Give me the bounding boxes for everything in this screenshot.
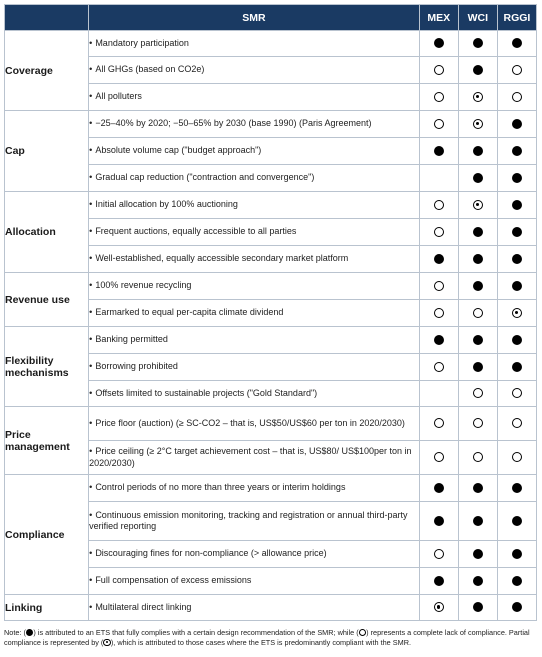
filled-circle-icon <box>512 173 522 183</box>
filled-circle-icon <box>434 483 444 493</box>
criterion-text: Borrowing prohibited <box>95 361 178 372</box>
dotted-circle-icon <box>473 92 483 102</box>
empty-circle-icon <box>434 92 444 102</box>
mark-cell-mex <box>419 441 458 475</box>
criterion-text: Frequent auctions, equally accessible to all parties <box>95 226 297 237</box>
criterion-text: All polluters <box>95 91 142 102</box>
mark-cell-wci <box>458 354 497 381</box>
filled-circle-icon <box>512 200 522 210</box>
category-label: Compliance <box>5 475 89 595</box>
bullet-icon: • <box>89 64 93 75</box>
mark-cell-rggi <box>497 273 536 300</box>
criterion-cell <box>89 165 420 192</box>
filled-circle-icon <box>512 119 522 129</box>
filled-circle-icon <box>512 549 522 559</box>
mark-cell-rggi <box>497 502 536 541</box>
mark-cell-wci <box>458 246 497 273</box>
header-wci: WCI <box>458 5 497 31</box>
filled-circle-icon <box>473 254 483 264</box>
bullet-icon: • <box>89 199 93 210</box>
criterion-text: Discouraging fines for non-compliance (> allowance price) <box>95 548 327 559</box>
bullet-icon: • <box>89 548 93 559</box>
mark-cell-mex <box>419 595 458 621</box>
criterion-cell <box>89 57 420 84</box>
empty-circle-icon <box>512 92 522 102</box>
mark-cell-wci <box>458 595 497 621</box>
dotted-circle-icon <box>103 639 111 647</box>
bullet-icon: • <box>89 601 93 612</box>
criterion-text: Price floor (auction) (≥ SC-CO2 – that is, US$50/US$60 per ton in 2020/2030) <box>95 417 405 428</box>
header-smr: SMR <box>89 5 420 31</box>
header-corner <box>5 5 89 31</box>
filled-circle-icon <box>473 549 483 559</box>
filled-circle-icon <box>473 335 483 345</box>
criterion-text: Earmarked to equal per-capita climate dividend <box>95 307 284 318</box>
criterion-cell <box>89 246 420 273</box>
empty-circle-icon <box>434 549 444 559</box>
table-row <box>5 273 537 300</box>
filled-circle-icon <box>512 516 522 526</box>
empty-circle-icon <box>512 388 522 398</box>
filled-circle-icon <box>512 335 522 345</box>
table-header-row <box>5 5 537 31</box>
empty-circle-icon <box>473 418 483 428</box>
criterion-cell <box>89 111 420 138</box>
dotted-circle-icon <box>512 308 522 318</box>
filled-circle-icon <box>512 38 522 48</box>
filled-circle-icon <box>512 602 522 612</box>
filled-circle-icon <box>473 65 483 75</box>
criterion-text: Banking permitted <box>95 334 168 345</box>
empty-circle-icon <box>473 388 483 398</box>
bullet-icon: • <box>89 118 93 129</box>
empty-circle-icon <box>434 281 444 291</box>
mark-cell-wci <box>458 192 497 219</box>
dotted-circle-icon <box>473 119 483 129</box>
filled-circle-icon <box>473 173 483 183</box>
mark-cell-wci <box>458 441 497 475</box>
criterion-text: Gradual cap reduction ("contraction and convergence") <box>95 172 315 183</box>
filled-circle-icon <box>434 254 444 264</box>
criterion-text: Offsets limited to sustainable projects ("Gold Standard") <box>95 387 318 398</box>
mark-cell-wci <box>458 138 497 165</box>
table-row <box>5 192 537 219</box>
mark-cell-rggi <box>497 165 536 192</box>
mark-cell-rggi <box>497 219 536 246</box>
header-mex: MEX <box>419 5 458 31</box>
mark-cell-wci <box>458 31 497 57</box>
mark-cell-rggi <box>497 407 536 441</box>
filled-circle-icon <box>434 146 444 156</box>
mark-cell-wci <box>458 407 497 441</box>
bullet-icon: • <box>89 482 93 493</box>
empty-circle-icon <box>512 452 522 462</box>
criterion-cell <box>89 273 420 300</box>
bullet-icon: • <box>89 253 93 264</box>
criterion-cell <box>89 31 420 57</box>
mark-cell-rggi <box>497 541 536 568</box>
criterion-cell <box>89 354 420 381</box>
mark-cell-mex <box>419 84 458 111</box>
mark-cell-wci <box>458 327 497 354</box>
bullet-icon: • <box>89 361 93 372</box>
mark-cell-mex <box>419 354 458 381</box>
filled-circle-icon <box>473 281 483 291</box>
table-note <box>4 628 538 648</box>
criterion-text: Full compensation of excess emissions <box>95 575 252 586</box>
empty-circle-icon <box>512 418 522 428</box>
table-row <box>5 31 537 57</box>
criterion-text: Absolute volume cap ("budget approach") <box>95 145 262 156</box>
mark-cell-wci <box>458 381 497 407</box>
category-label: Price management <box>5 407 89 475</box>
note-part2: ) represents a complete lack of compliance. Partial compliance is represented by ( <box>4 628 530 647</box>
filled-circle-icon <box>473 227 483 237</box>
mark-cell-wci <box>458 541 497 568</box>
table-row <box>5 407 537 441</box>
criterion-cell <box>89 300 420 327</box>
mark-cell-mex <box>419 111 458 138</box>
criterion-text: Multilateral direct linking <box>95 601 192 612</box>
bullet-icon: • <box>89 307 93 318</box>
criterion-text: Well-established, equally accessible secondary market platform <box>95 253 349 264</box>
filled-circle-icon <box>473 362 483 372</box>
mark-cell-wci <box>458 84 497 111</box>
empty-circle-icon <box>473 308 483 318</box>
filled-circle-icon <box>512 146 522 156</box>
category-label: Linking <box>5 595 89 621</box>
bullet-icon: • <box>89 37 93 48</box>
criterion-cell <box>89 327 420 354</box>
mark-cell-wci <box>458 475 497 502</box>
mark-cell-mex <box>419 381 458 407</box>
filled-circle-icon <box>512 576 522 586</box>
bullet-icon: • <box>89 417 93 428</box>
filled-circle-icon <box>512 483 522 493</box>
criterion-cell <box>89 502 420 541</box>
criterion-cell <box>89 138 420 165</box>
filled-circle-icon <box>512 227 522 237</box>
bullet-icon: • <box>89 226 93 237</box>
mark-cell-rggi <box>497 111 536 138</box>
bullet-icon: • <box>89 387 93 398</box>
mark-cell-mex <box>419 300 458 327</box>
bullet-icon: • <box>89 575 93 586</box>
criterion-cell <box>89 441 420 475</box>
criterion-cell <box>89 84 420 111</box>
filled-circle-icon <box>473 516 483 526</box>
mark-cell-rggi <box>497 84 536 111</box>
filled-circle-icon <box>512 254 522 264</box>
filled-circle-icon <box>473 602 483 612</box>
table-row <box>5 595 537 621</box>
mark-cell-wci <box>458 219 497 246</box>
mark-cell-mex <box>419 327 458 354</box>
bullet-icon: • <box>89 280 93 291</box>
mark-cell-rggi <box>497 568 536 595</box>
empty-circle-icon <box>434 308 444 318</box>
mark-cell-wci <box>458 502 497 541</box>
mark-cell-rggi <box>497 354 536 381</box>
table-row <box>5 475 537 502</box>
criterion-cell <box>89 381 420 407</box>
filled-circle-icon <box>473 146 483 156</box>
mark-cell-mex <box>419 192 458 219</box>
empty-circle-icon <box>434 362 444 372</box>
mark-cell-rggi <box>497 246 536 273</box>
mark-cell-rggi <box>497 138 536 165</box>
criterion-text: 100% revenue recycling <box>95 280 192 291</box>
filled-circle-icon <box>434 516 444 526</box>
criterion-cell <box>89 568 420 595</box>
empty-circle-icon <box>434 452 444 462</box>
filled-circle-icon <box>512 362 522 372</box>
mark-cell-rggi <box>497 31 536 57</box>
mark-cell-rggi <box>497 300 536 327</box>
filled-circle-icon <box>473 483 483 493</box>
mark-cell-rggi <box>497 381 536 407</box>
empty-circle-icon <box>434 418 444 428</box>
mark-cell-rggi <box>497 595 536 621</box>
criterion-cell <box>89 407 420 441</box>
empty-circle-icon <box>512 65 522 75</box>
filled-circle-icon <box>434 576 444 586</box>
criterion-cell <box>89 595 420 621</box>
criterion-text: Continuous emission monitoring, tracking and registration or annual third-party verified reporting <box>89 509 408 531</box>
mark-cell-mex <box>419 407 458 441</box>
empty-circle-icon <box>473 452 483 462</box>
mark-cell-mex <box>419 165 458 192</box>
criterion-text: All GHGs (based on CO2e) <box>95 64 205 75</box>
mark-cell-wci <box>458 165 497 192</box>
empty-circle-icon <box>434 227 444 237</box>
criterion-cell <box>89 192 420 219</box>
category-label: Allocation <box>5 192 89 273</box>
note-part3: ), which is attributed to those cases where the ETS is predominantly compliant with the SMR. <box>110 638 411 647</box>
category-label: Revenue use <box>5 273 89 327</box>
criterion-cell <box>89 219 420 246</box>
bullet-icon: • <box>89 145 93 156</box>
criterion-text: −25–40% by 2020; −50–65% by 2030 (base 1990) (Paris Agreement) <box>95 118 372 129</box>
header-rggi: RGGI <box>497 5 536 31</box>
mark-cell-wci <box>458 273 497 300</box>
note-part1: ) is attributed to an ETS that fully complies with a certain design recommendation of the SMR; while ( <box>33 628 359 637</box>
filled-circle-icon <box>473 576 483 586</box>
filled-circle-icon <box>434 38 444 48</box>
mark-cell-rggi <box>497 57 536 84</box>
bullet-icon: • <box>89 172 93 183</box>
dotted-circle-icon <box>434 602 444 612</box>
criterion-text: Initial allocation by 100% auctioning <box>95 199 238 210</box>
table-row <box>5 327 537 354</box>
filled-circle-icon <box>512 281 522 291</box>
mark-cell-rggi <box>497 475 536 502</box>
mark-cell-wci <box>458 57 497 84</box>
category-label: Flexibility mechanisms <box>5 327 89 407</box>
mark-cell-mex <box>419 138 458 165</box>
category-label: Cap <box>5 111 89 192</box>
bullet-icon: • <box>89 509 93 520</box>
smr-comparison-table <box>4 4 537 621</box>
empty-circle-icon <box>434 119 444 129</box>
mark-cell-wci <box>458 111 497 138</box>
mark-cell-mex <box>419 541 458 568</box>
mark-cell-mex <box>419 219 458 246</box>
mark-cell-mex <box>419 502 458 541</box>
empty-circle-icon <box>434 200 444 210</box>
filled-circle-icon <box>473 38 483 48</box>
note-prefix: Note: ( <box>4 628 26 637</box>
criterion-cell <box>89 475 420 502</box>
mark-cell-wci <box>458 300 497 327</box>
criterion-text: Price ceiling (≥ 2°C target achievement cost – that is, US$80/ US$100per ton in 2020/2030) <box>89 446 412 468</box>
category-label: Coverage <box>5 31 89 111</box>
mark-cell-wci <box>458 568 497 595</box>
bullet-icon: • <box>89 446 93 456</box>
mark-cell-mex <box>419 273 458 300</box>
mark-cell-rggi <box>497 441 536 475</box>
mark-cell-mex <box>419 246 458 273</box>
table-row <box>5 111 537 138</box>
mark-cell-rggi <box>497 327 536 354</box>
table-body <box>5 31 537 621</box>
mark-cell-mex <box>419 31 458 57</box>
bullet-icon: • <box>89 334 93 345</box>
mark-cell-mex <box>419 475 458 502</box>
empty-circle-icon <box>434 65 444 75</box>
bullet-icon: • <box>89 91 93 102</box>
criterion-text: Mandatory participation <box>95 37 189 48</box>
mark-cell-mex <box>419 568 458 595</box>
criterion-cell <box>89 541 420 568</box>
filled-circle-icon <box>434 335 444 345</box>
mark-cell-mex <box>419 57 458 84</box>
criterion-text: Control periods of no more than three years or interim holdings <box>95 482 346 493</box>
dotted-circle-icon <box>473 200 483 210</box>
mark-cell-rggi <box>497 192 536 219</box>
